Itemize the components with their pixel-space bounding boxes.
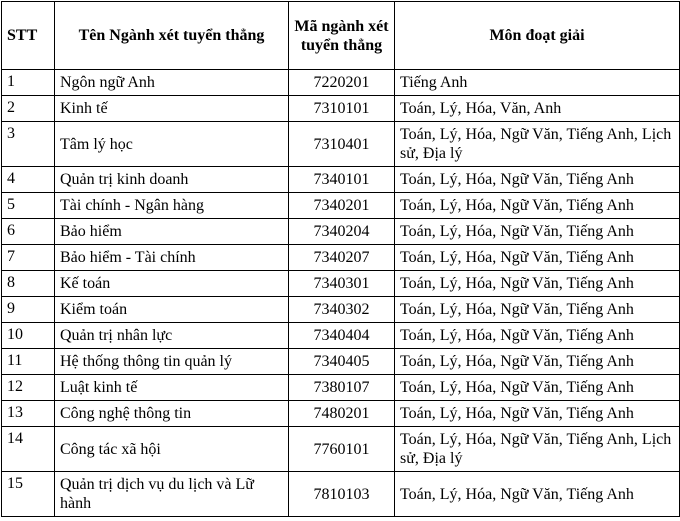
row-subjects: Toán, Lý, Hóa, Ngữ Văn, Tiếng Anh — [395, 323, 680, 349]
row-subjects: Toán, Lý, Hóa, Ngữ Văn, Tiếng Anh — [395, 472, 680, 517]
table-row — [2, 472, 680, 517]
header-stt: STT — [2, 2, 55, 70]
row-major-name: Công nghệ thông tin — [55, 401, 289, 427]
row-subjects: Toán, Lý, Hóa, Văn, Anh — [395, 96, 680, 122]
row-stt: 10 — [2, 323, 55, 349]
table-row — [2, 193, 680, 219]
table-row — [2, 245, 680, 271]
row-subjects: Toán, Lý, Hóa, Ngữ Văn, Tiếng Anh — [395, 271, 680, 297]
row-major-name: Hệ thống thông tin quản lý — [55, 349, 289, 375]
row-major-code: 7480201 — [289, 401, 395, 427]
table-row — [2, 271, 680, 297]
header-major-name: Tên Ngành xét tuyển thẳng — [55, 2, 289, 70]
row-subjects: Toán, Lý, Hóa, Ngữ Văn, Tiếng Anh — [395, 167, 680, 193]
row-stt: 12 — [2, 375, 55, 401]
row-major-name: Bảo hiểm — [55, 219, 289, 245]
row-major-code: 7810103 — [289, 472, 395, 517]
table-row — [2, 122, 680, 167]
row-major-name: Kế toán — [55, 271, 289, 297]
row-major-code: 7340404 — [289, 323, 395, 349]
table-row — [2, 427, 680, 472]
table-header — [2, 2, 680, 70]
row-major-code: 7340302 — [289, 297, 395, 323]
row-subjects: Tiếng Anh — [395, 70, 680, 96]
row-stt: 3 — [2, 122, 55, 167]
row-major-name: Kinh tế — [55, 96, 289, 122]
row-stt: 7 — [2, 245, 55, 271]
header-major-code: Mã ngành xét tuyển thẳng — [289, 2, 395, 70]
row-major-code: 7760101 — [289, 427, 395, 472]
row-stt: 6 — [2, 219, 55, 245]
table-row — [2, 219, 680, 245]
table-row — [2, 349, 680, 375]
row-major-code: 7340207 — [289, 245, 395, 271]
row-subjects: Toán, Lý, Hóa, Ngữ Văn, Tiếng Anh — [395, 219, 680, 245]
table-body — [2, 70, 680, 517]
header-row — [2, 2, 680, 70]
row-major-name: Quản trị nhân lực — [55, 323, 289, 349]
row-major-name: Kiểm toán — [55, 297, 289, 323]
row-subjects: Toán, Lý, Hóa, Ngữ Văn, Tiếng Anh — [395, 375, 680, 401]
admission-table — [1, 1, 680, 517]
row-major-name: Tâm lý học — [55, 122, 289, 167]
header-subjects: Môn đoạt giải — [395, 2, 680, 70]
row-stt: 4 — [2, 167, 55, 193]
row-major-code: 7380107 — [289, 375, 395, 401]
row-major-code: 7340301 — [289, 271, 395, 297]
row-subjects: Toán, Lý, Hóa, Ngữ Văn, Tiếng Anh — [395, 297, 680, 323]
row-subjects: Toán, Lý, Hóa, Ngữ Văn, Tiếng Anh — [395, 349, 680, 375]
row-stt: 15 — [2, 472, 55, 517]
row-stt: 13 — [2, 401, 55, 427]
row-major-code: 7340101 — [289, 167, 395, 193]
row-major-name: Tài chính - Ngân hàng — [55, 193, 289, 219]
row-subjects: Toán, Lý, Hóa, Ngữ Văn, Tiếng Anh — [395, 193, 680, 219]
row-major-code: 7310401 — [289, 122, 395, 167]
table-row — [2, 401, 680, 427]
row-subjects: Toán, Lý, Hóa, Ngữ Văn, Tiếng Anh — [395, 401, 680, 427]
row-major-code: 7220201 — [289, 70, 395, 96]
row-major-code: 7340201 — [289, 193, 395, 219]
row-major-name: Quản trị dịch vụ du lịch và Lữ hành — [55, 472, 289, 517]
row-stt: 11 — [2, 349, 55, 375]
row-major-name: Công tác xã hội — [55, 427, 289, 472]
row-major-name: Ngôn ngữ Anh — [55, 70, 289, 96]
table-row — [2, 323, 680, 349]
row-stt: 8 — [2, 271, 55, 297]
row-stt: 9 — [2, 297, 55, 323]
row-stt: 5 — [2, 193, 55, 219]
row-major-code: 7340405 — [289, 349, 395, 375]
row-subjects: Toán, Lý, Hóa, Ngữ Văn, Tiếng Anh — [395, 245, 680, 271]
table-row — [2, 96, 680, 122]
row-major-name: Luật kinh tế — [55, 375, 289, 401]
row-stt: 1 — [2, 70, 55, 96]
row-major-code: 7310101 — [289, 96, 395, 122]
table-row — [2, 167, 680, 193]
table-row — [2, 70, 680, 96]
row-stt: 14 — [2, 427, 55, 472]
row-major-name: Bảo hiểm - Tài chính — [55, 245, 289, 271]
row-stt: 2 — [2, 96, 55, 122]
table-row — [2, 375, 680, 401]
table-row — [2, 297, 680, 323]
row-major-name: Quản trị kinh doanh — [55, 167, 289, 193]
row-subjects: Toán, Lý, Hóa, Ngữ Văn, Tiếng Anh, Lịch sử, Địa lý — [395, 427, 680, 472]
row-major-code: 7340204 — [289, 219, 395, 245]
row-subjects: Toán, Lý, Hóa, Ngữ Văn, Tiếng Anh, Lịch sử, Địa lý — [395, 122, 680, 167]
